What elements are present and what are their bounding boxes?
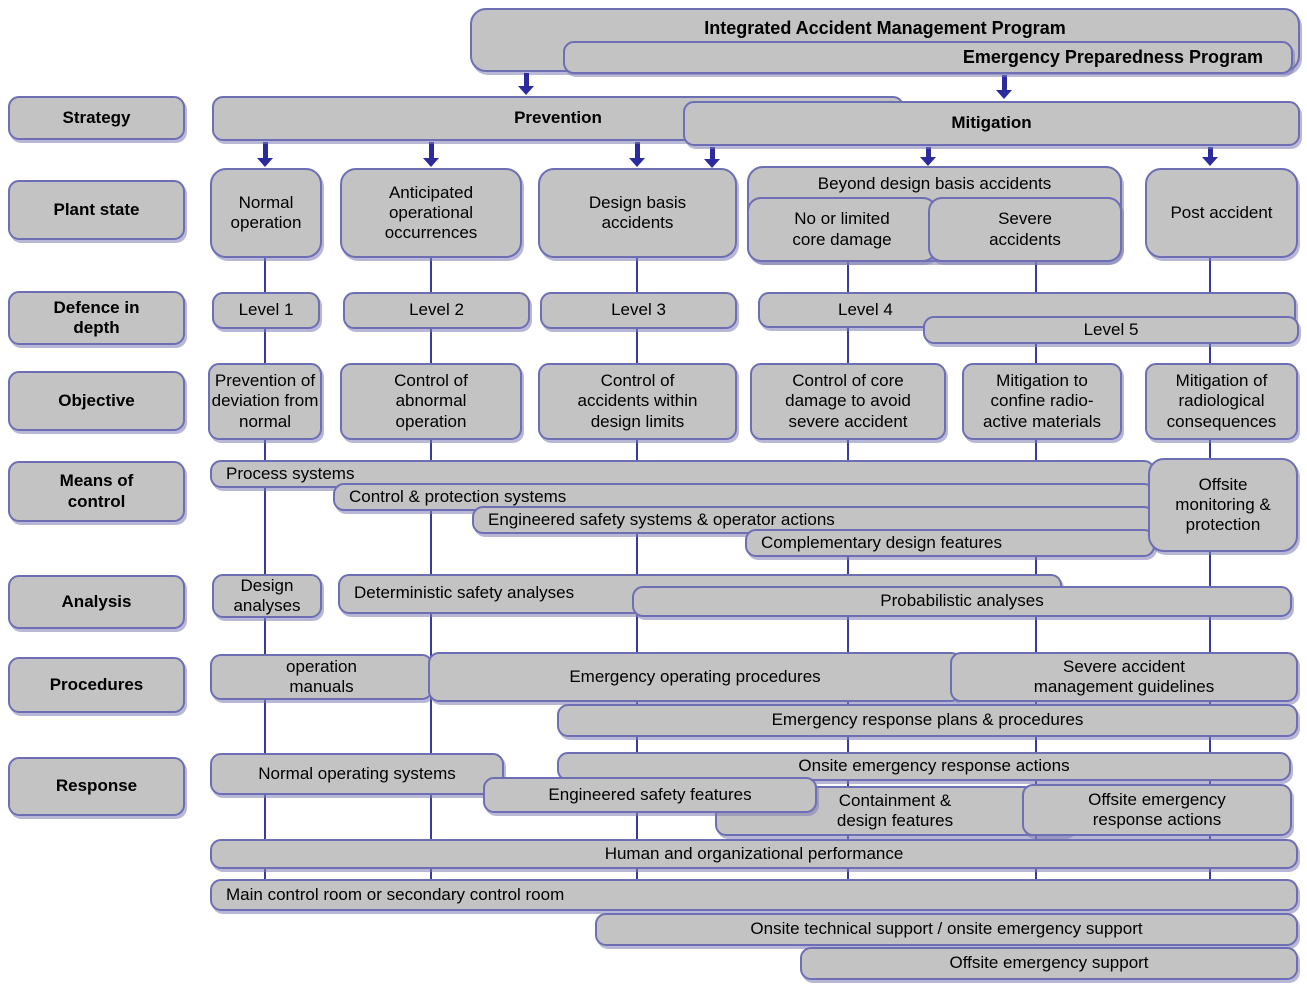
down-arrow-icon	[1202, 147, 1218, 166]
down-arrow-icon	[704, 147, 720, 168]
box-severe-accident-management-guidelines: Severe accident management guidelines	[950, 652, 1298, 702]
box-containment-design-features: Containment & design features	[715, 786, 1075, 836]
bar-offsite-emergency-support: Offsite emergency support	[800, 947, 1298, 980]
bar-emergency-response-plans-procedures: Emergency response plans & procedures	[557, 704, 1298, 737]
box-objective-mitigation-radiological: Mitigation of radiological consequences	[1145, 363, 1298, 440]
box-level-2: Level 2	[343, 292, 530, 329]
row-label-means-of-control: Means of control	[8, 461, 185, 522]
down-arrow-icon	[920, 147, 936, 166]
box-emergency-operating-procedures: Emergency operating procedures	[428, 652, 962, 702]
bar-complementary-design-features: Complementary design features	[745, 529, 1155, 557]
box-engineered-safety-features: Engineered safety features	[483, 777, 817, 813]
box-objective-control-abnormal-operation: Control of abnormal operation	[340, 363, 522, 440]
box-design-basis-accidents: Design basis accidents	[538, 168, 737, 258]
row-label-strategy: Strategy	[8, 96, 185, 140]
bar-probabilistic-analyses: Probabilistic analyses	[632, 586, 1292, 617]
box-operation-manuals: operation manuals	[210, 654, 433, 700]
box-level-5: Level 5	[923, 316, 1299, 344]
down-arrow-icon	[257, 142, 273, 167]
box-normal-operating-systems: Normal operating systems	[210, 753, 504, 795]
box-anticipated-operational-occurrences: Anticipated operational occurrences	[340, 168, 522, 258]
row-label-plant-state: Plant state	[8, 180, 185, 240]
box-emergency-preparedness-program: Emergency Preparedness Program	[563, 41, 1293, 74]
bar-engineered-safety-systems-operator-actions: Engineered safety systems & operator actions	[472, 506, 1155, 534]
box-beyond-design-basis-accidents: Beyond design basis accidents	[747, 166, 1122, 262]
box-level-3: Level 3	[540, 292, 737, 329]
box-objective-mitigation-confine-radioactive: Mitigation to confine radio-active materials	[962, 363, 1122, 440]
box-offsite-emergency-response-actions: Offsite emergency response actions	[1022, 784, 1292, 836]
bar-deterministic-safety-analyses: Deterministic safety analyses	[338, 574, 1062, 614]
box-objective-control-accidents-design-limits: Control of accidents within design limits	[538, 363, 737, 440]
box-offsite-monitoring-protection: Offsite monitoring & protection	[1148, 458, 1298, 552]
box-level-4: Level 4	[758, 292, 1296, 328]
box-prevention: Prevention	[212, 96, 904, 141]
down-arrow-icon	[518, 73, 534, 95]
bar-main-control-room: Main control room or secondary control room	[210, 879, 1298, 911]
down-arrow-icon	[423, 142, 439, 167]
bar-onsite-emergency-response-actions: Onsite emergency response actions	[557, 752, 1291, 781]
row-label-defence-in-depth: Defence in depth	[8, 291, 185, 345]
box-mitigation: Mitigation	[683, 101, 1300, 146]
box-level-1: Level 1	[212, 292, 320, 329]
row-label-analysis: Analysis	[8, 575, 185, 629]
bar-control-protection-systems: Control & protection systems	[333, 483, 1155, 511]
box-post-accident: Post accident	[1145, 168, 1298, 258]
box-integrated-accident-management-program: Integrated Accident Management Program	[470, 8, 1300, 72]
down-arrow-icon	[996, 75, 1012, 99]
row-label-response: Response	[8, 757, 185, 816]
bar-human-and-organizational-performance: Human and organizational performance	[210, 839, 1298, 869]
box-no-or-limited-core-damage: No or limited core damage	[747, 197, 937, 262]
box-design-analyses: Design analyses	[212, 574, 322, 618]
row-label-objective: Objective	[8, 371, 185, 431]
box-normal-operation: Normal operation	[210, 168, 322, 258]
box-objective-control-core-damage: Control of core damage to avoid severe accident	[750, 363, 946, 440]
down-arrow-icon	[629, 142, 645, 167]
bar-process-systems: Process systems	[210, 460, 1155, 488]
bar-onsite-technical-support: Onsite technical support / onsite emergency support	[595, 913, 1298, 946]
box-severe-accidents: Severe accidents	[928, 197, 1122, 262]
box-objective-prevention-of-deviation: Prevention of deviation from normal	[208, 363, 322, 440]
row-label-procedures: Procedures	[8, 657, 185, 713]
